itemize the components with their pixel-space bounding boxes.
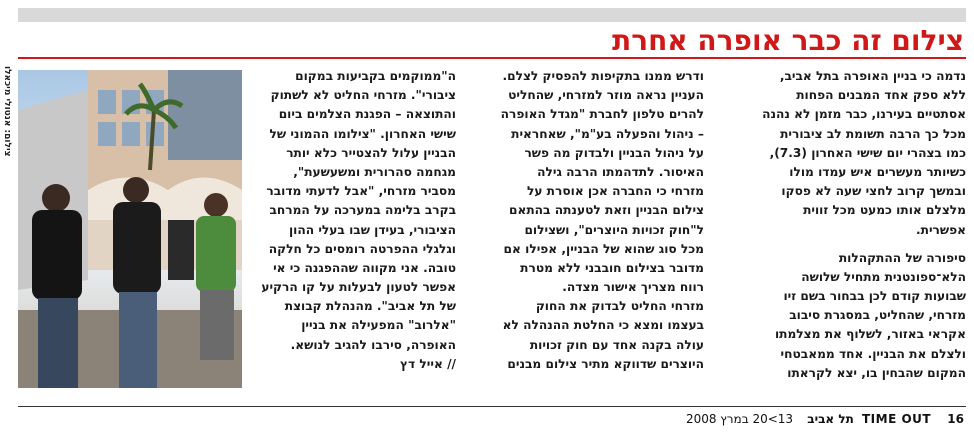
- text-line: והתוצאה – הפגנת הצלמים ביום: [278, 107, 456, 122]
- page-number: 16: [947, 412, 964, 426]
- text-line: הבניין עלול להצטייר כלא יותר: [286, 145, 456, 160]
- text-line: אקראי באזור, לשלוף את מצלמתו: [774, 327, 966, 342]
- text-line: האיסור. לתדהמתו הרבה גילה: [537, 164, 704, 179]
- text-line: על ניהול הבניין ולבדוק מה פשר: [524, 145, 704, 160]
- magazine-city: תל אביב: [807, 412, 854, 426]
- glass-tower: [168, 70, 242, 160]
- text-line: ודרש ממנו בתקיפות להפסיק לצלם.: [502, 69, 704, 83]
- text-line: העניין נראה מוזר למזרחי, שהחליט: [508, 88, 704, 103]
- text-line: היוצרים שדווקא מתיר צילום מבנים: [507, 356, 704, 371]
- text-line: כשיותר מעשרים איש עמדו מולו: [789, 164, 966, 179]
- text-line: ללא ספק אחד המבנים הפחות: [796, 88, 966, 103]
- photo-credit: צילום: אנטולי מיכאלו: [2, 66, 12, 157]
- paragraph-gap: [710, 240, 966, 249]
- text-line: רווח מצריך אישור מצדה.: [562, 280, 704, 295]
- text-line: נדמה כי בניין האופרה בתל אביב,: [779, 69, 966, 83]
- text-line: הלא־ספונטנית מתחיל שלושה: [801, 269, 966, 284]
- magazine-brand: TIME OUT: [862, 412, 932, 426]
- article-photo: [18, 70, 242, 388]
- text-line: ובמשך קרוב לחצי שעה לא פסקו: [781, 184, 966, 199]
- text-line: וגלגלי ההפרטה רומסים כל חלקה: [268, 241, 456, 256]
- page-footer: [686, 410, 964, 428]
- text-line: אפשר לטעון לבעלות על קו הרקיע: [261, 280, 456, 295]
- text-line: מזרחי החליט לבדוק את החוק: [535, 299, 704, 314]
- text-line: ולצלם את הבניין. אחד ממאבטחי: [780, 346, 966, 361]
- text-line: מסביר מזרחי, "אבל לדעתי מדובר: [266, 184, 456, 199]
- text-line: עולה בקנה אחד עם חוק זכויות: [529, 337, 704, 352]
- headline-rule: [18, 57, 966, 59]
- top-gray-bar: [18, 8, 966, 22]
- text-line: שישי האחרון. "צילומו ההמוני של: [269, 126, 456, 141]
- text-line: בקרב בלימה במערכה על המרחב: [269, 203, 456, 218]
- text-line: המקום שהבחין בו, יצא לקראתו: [787, 365, 966, 380]
- text-line: ציבורי". מזרחי החליט לא לשתוק: [270, 88, 456, 103]
- text-line: // אייל דץ: [399, 356, 456, 371]
- text-line: אסתטיים בעירנו, כבר מזמן לא נהנה: [762, 107, 966, 122]
- text-line: שבועות קודם לכן בבחור בשם זיו: [783, 289, 966, 304]
- text-line: האופרה, סירבו להגיב לנושא.: [290, 337, 456, 352]
- text-line: מכל סוג שהוא של הבניין, אפילו אם: [503, 241, 704, 256]
- text-line: מדובר בצילום חובבני ללא מטרת: [520, 260, 704, 275]
- issue-dates: 13>20 במרץ 2008: [685, 412, 794, 426]
- text-line: מזרחי, שהחליט, במסגרת סיבוב: [789, 308, 966, 323]
- text-line: מזרחי כי החברה אכן אוסרת על: [526, 184, 704, 199]
- text-line: טובה. אני מקווה שההפגנה כי אי: [273, 260, 456, 275]
- text-line: להרים טלפון לחברת "מגדל האופרה: [500, 107, 704, 122]
- text-line: בעצמו ומצא כי החלטת ההנהלה לא: [502, 318, 704, 333]
- footer-rule: [18, 406, 966, 407]
- text-line: "אלרוב" המפעילה את בניין: [301, 318, 456, 333]
- crowd-people: [32, 177, 236, 388]
- text-line: צילום הבניין וזאת לטענתה בהתאם: [509, 203, 704, 218]
- text-line: כמו בצהרי יום שישי האחרון (7.3),: [769, 145, 966, 160]
- text-line: ל"חוק זכויות היוצרים", ושצילום: [524, 222, 704, 237]
- article-headline: צילום זה כבר אופרה אחרת: [612, 24, 964, 57]
- article-column-1: [710, 67, 966, 383]
- text-line: של תל אביב". מהנהלת קבוצת: [284, 299, 456, 314]
- text-line: סיפורה של ההתקהלות: [838, 250, 966, 265]
- text-line: הציבורי, בעידן שבו בעלי ההון: [288, 222, 456, 237]
- text-line: מגחמה סהרורית ומשעשעת",: [293, 164, 456, 179]
- text-line: אפשרית.: [915, 222, 966, 237]
- text-line: מכל כך הרבה תשומת לב ציבורית: [780, 126, 966, 141]
- photo-illustration: [18, 70, 242, 388]
- text-line: מלצלם אותו כמעט מכל זווית: [803, 203, 966, 218]
- article-column-3: [252, 67, 456, 374]
- article-column-2: [460, 67, 704, 374]
- text-line: – ניהול והפעלה בע"מ", שאחראית: [511, 126, 704, 141]
- text-line: ה"ממוקמים בקביעות במקום: [295, 69, 456, 83]
